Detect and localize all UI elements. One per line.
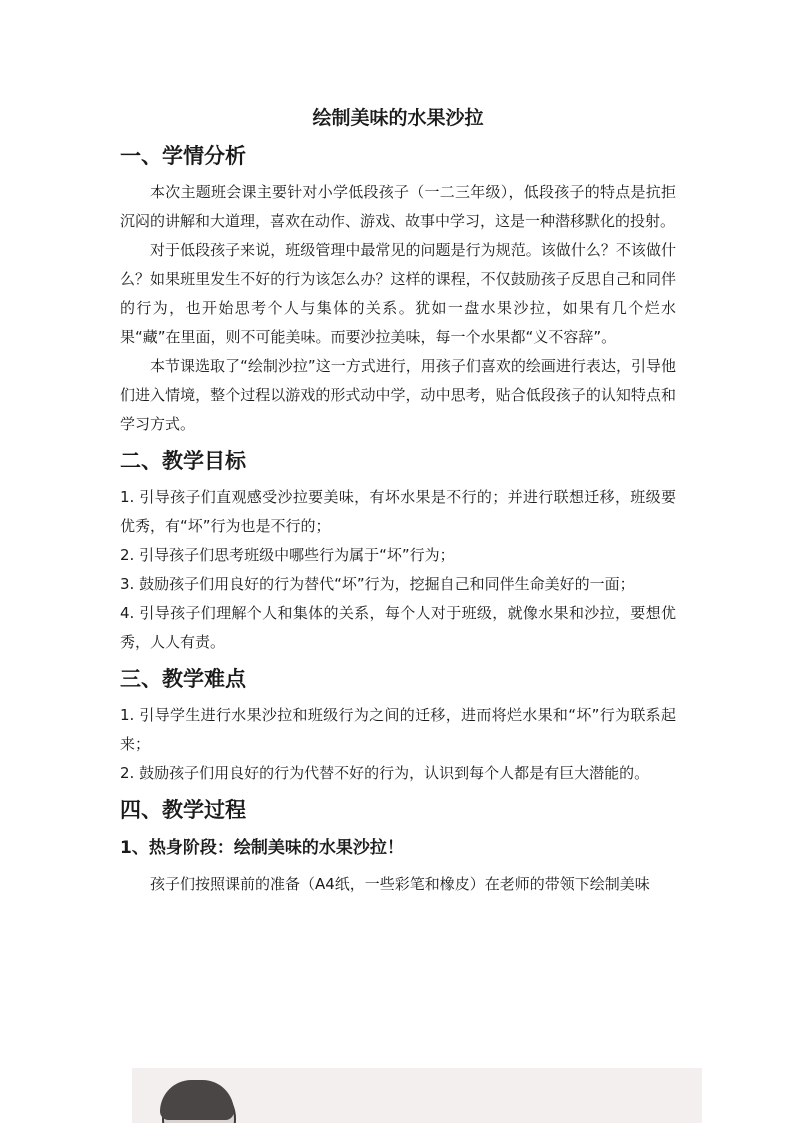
- document-title: 绘制美味的水果沙拉: [312, 107, 484, 129]
- difficulty-item-1: 1. 引导学生进行水果沙拉和班级行为之间的迁移，进而将烂水果和“坏”行为联系起来；: [120, 706, 676, 753]
- goal-item-4: 4. 引导孩子们理解个人和集体的关系，每个人对于班级，就像水果和沙拉，要想优秀，人人有责。: [120, 604, 676, 651]
- section-heading-difficulties: 三、教学难点: [120, 667, 246, 691]
- section-heading-goals: 二、教学目标: [120, 449, 246, 473]
- analysis-paragraph-1: 本次主题班会课主要针对小学低段孩子（一二三年级），低段孩子的特点是抗拒沉闷的讲解和大道理，喜欢在动作、游戏、故事中学习，这是一种潜移默化的投射。: [120, 183, 676, 230]
- goal-item-2: 2. 引导孩子们思考班级中哪些行为属于“坏”行为；: [120, 546, 455, 564]
- process-subheading-warmup: 1、热身阶段：绘制美味的水果沙拉！: [120, 838, 404, 858]
- illustration-image: [132, 1068, 702, 1123]
- goal-item-1: 1. 引导孩子们直观感受沙拉要美味，有坏水果是不行的；并进行联想迁移，班级要优秀，有“坏”行为也是不行的；: [120, 488, 676, 535]
- section-heading-analysis: 一、学情分析: [120, 144, 246, 168]
- cartoon-hair-illustration: [160, 1080, 234, 1120]
- process-paragraph-1: 孩子们按照课前的准备（A4纸，一些彩笔和橡皮）在老师的带领下绘制美味: [150, 875, 650, 893]
- analysis-paragraph-2: 对于低段孩子来说，班级管理中最常见的问题是行为规范。该做什么？不该做什么？如果班里发生不好的行为该怎么办？这样的课程，不仅鼓励孩子反思自己和同伴的行为，也开始思考个人与集体的关系。犹如一盘水果沙拉，如果有几个烂水果“藏”在里面，则不可能美味。而要沙拉美味，每一个水果都“义不容辞”。: [120, 241, 676, 346]
- analysis-paragraph-3: 本节课选取了“绘制沙拉”这一方式进行，用孩子们喜欢的绘画进行表达，引导他们进入情境，整个过程以游戏的形式动中学，动中思考，贴合低段孩子的认知特点和学习方式。: [120, 357, 676, 433]
- goal-item-3: 3. 鼓励孩子们用良好的行为替代“坏”行为，挖掘自己和同伴生命美好的一面；: [120, 575, 635, 593]
- document-body: [120, 96, 676, 899]
- section-heading-process: 四、教学过程: [120, 798, 246, 822]
- difficulty-item-2: 2. 鼓励孩子们用良好的行为代替不好的行为，认识到每个人都是有巨大潜能的。: [120, 764, 650, 782]
